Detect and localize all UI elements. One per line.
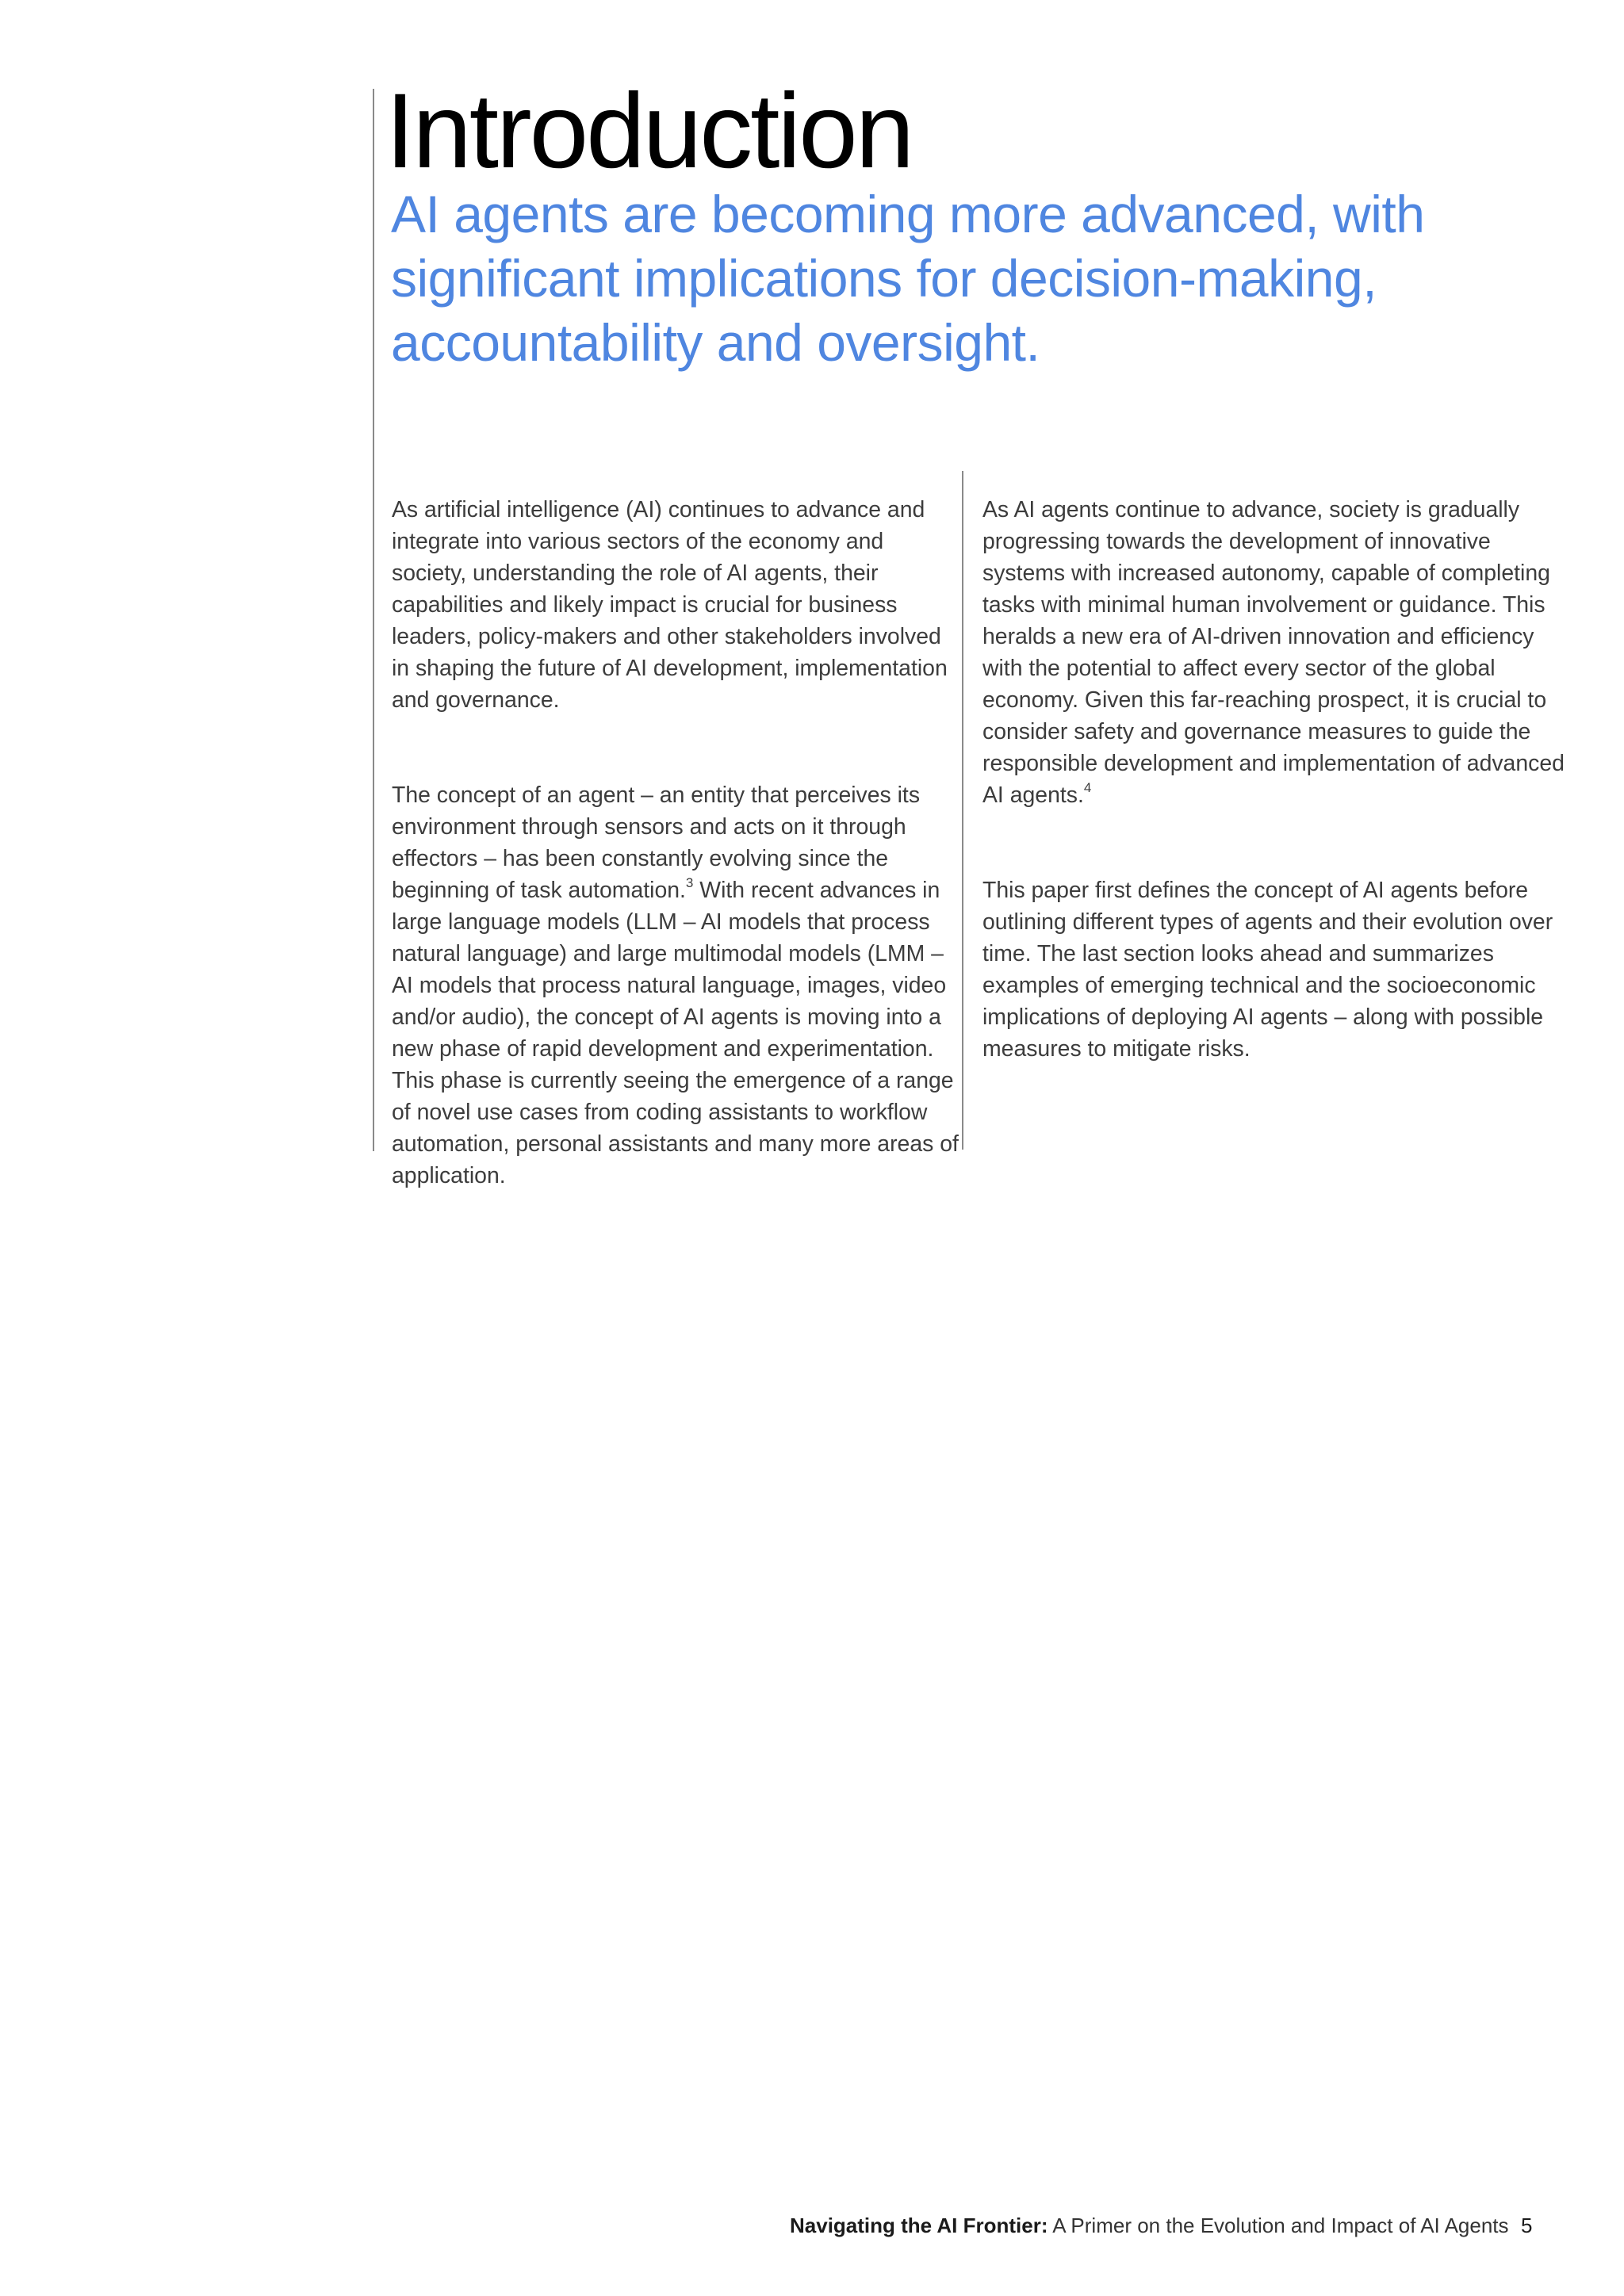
footnote-ref-4[interactable]: 4 — [1083, 779, 1092, 795]
left-paragraph-2-text-a: The concept of an agent – an entity that perceives its environment through sensors and acts on it through effectors – has been constantly evolving since the beginning of task automation. — [392, 783, 921, 903]
footer-publication-subtitle: A Primer on the Evolution and Impact of AI Agents — [1048, 2214, 1509, 2237]
right-paragraph-1 — [982, 494, 1573, 811]
footer-running-title — [790, 2212, 1509, 2239]
footer-publication-title: Navigating the AI Frontier: — [790, 2214, 1048, 2237]
title-rule-divider — [373, 89, 374, 1151]
left-paragraph-1: As artificial intelligence (AI) continues to advance and integrate into various sectors of the economy and society, understanding the role of AI agents, their capabilities and likely impact is crucial for business leaders, policy-makers and other stakeholders involved in shaping the future of AI development, implementation and governance. — [392, 497, 948, 713]
footnote-ref-3[interactable]: 3 — [685, 874, 694, 890]
page-title: Introduction — [385, 72, 913, 190]
right-column — [982, 462, 1573, 1128]
left-paragraph-2 — [392, 779, 963, 1192]
page-subtitle: AI agents are becoming more advanced, with significant implications for decision-making, accountability and oversight. — [391, 185, 1425, 372]
column-rule-divider — [962, 471, 963, 1150]
left-column — [392, 462, 963, 1255]
left-paragraph-2-text-b: With recent advances in large language models (LLM – AI models that process natural language) and large multimodal models (LMM – AI models that process natural language, images, video and/or audio), the concept of AI agents is moving into a new phase of rapid development and experimentation. This phase is currently seeing the emergence of a range of novel use cases from coding assistants to workflow automation, personal assistants and many more areas of application. — [392, 878, 959, 1188]
page-number: 5 — [1521, 2214, 1533, 2237]
right-paragraph-1-text: As AI agents continue to advance, society is gradually progressing towards the development of innovative systems with increased autonomy, capable of completing tasks with minimal human involvement or guidance. This heralds a new era of AI-driven innovation and efficiency with the potential to affect every sector of the global economy. Given this far-reaching prospect, it is crucial to consider safety and governance measures to guide the responsible development and implementation of advanced AI agents. — [982, 497, 1565, 808]
right-paragraph-2: This paper first defines the concept of AI agents before outlining different types of agents and their evolution over time. The last section looks ahead and summarizes examples of emerging technical and the socioeconomic implications of deploying AI agents – along with possible measures to mitigate risks. — [982, 878, 1553, 1062]
